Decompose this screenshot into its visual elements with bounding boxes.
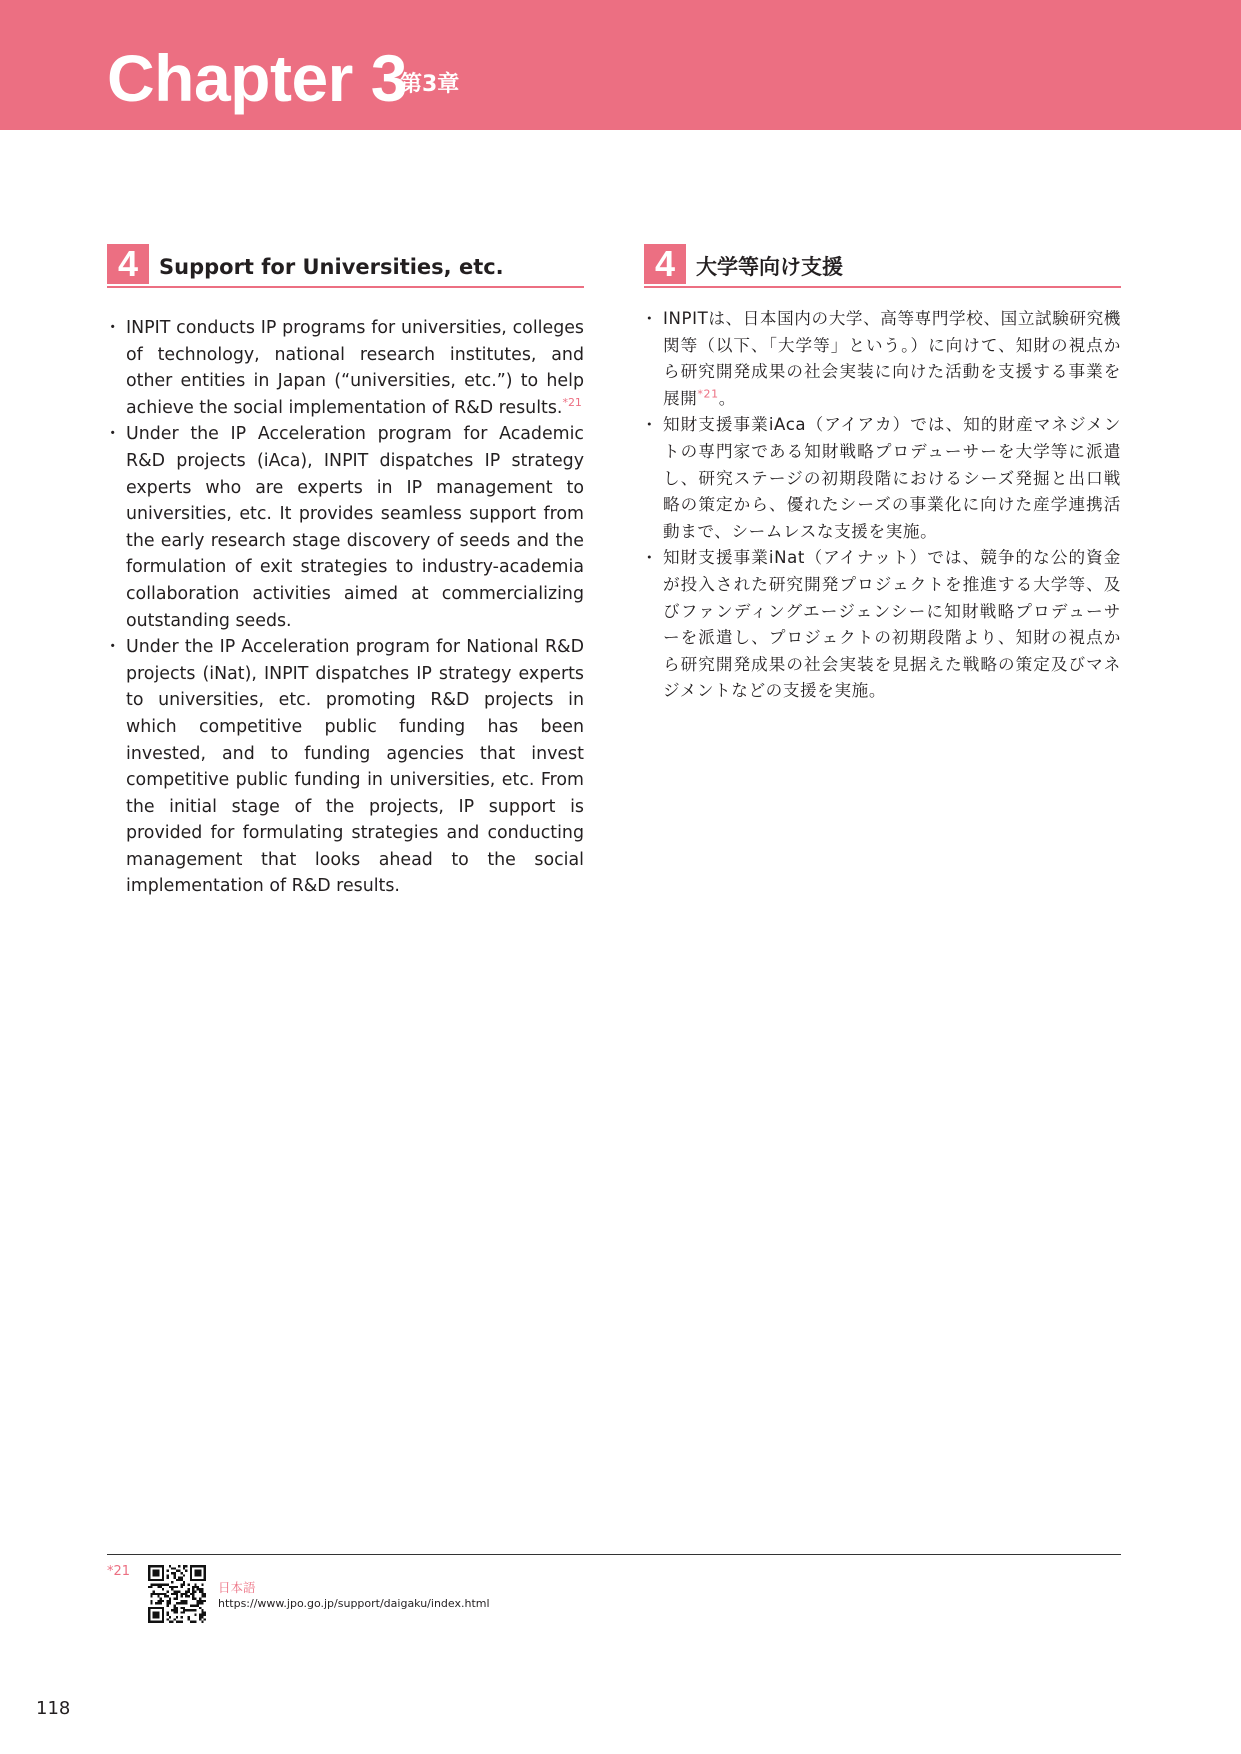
section-heading-en [107, 244, 584, 288]
page-number: 118 [36, 1698, 71, 1719]
list-item: ・ INPITは、日本国内の大学、高等専門学校、国立試験研究機関等（以下、「大学等」という。）に向けて、知財の視点から研究開発成果の社会実装に向けた活動を支援する事業を展開$^{*21}$。 [647, 306, 1121, 412]
chapter-banner [0, 0, 1241, 130]
section-body-en [110, 315, 584, 900]
section-title: 大学等向け支援 [696, 255, 843, 279]
section-body-jp [647, 306, 1121, 705]
section-number-badge: 4 [107, 244, 149, 284]
list-item: ・ Under the IP Acceleration program for National R&D projects (iNat), INPIT dispatches IP strategy experts to universities, etc. promoting R&D projects in which competitive public funding has been invested, and to funding agencies that invest competitive public funding in universities, etc. From the initial stage of the projects, IP support is provided for formulating strategies and conducting management that looks ahead to the social implementation of R&D results. [110, 634, 584, 900]
chapter-title-jp: 第3章 [400, 72, 460, 97]
list-item: ・ 知財支援事業iAca（アイアカ）では、知的財産マネジメントの専門家である知財戦略プロデューサーを大学等に派遣し、研究ステージの初期段階におけるシーズ発掘と出口戦略の策定から、優れたシーズの事業化に向けた産学連携活動まで、シームレスな支援を実施。 [647, 412, 1121, 545]
footnote-reference[interactable]: *21 [697, 387, 719, 401]
footnote-url-link[interactable]: https://www.jpo.go.jp/support/daigaku/index.html [218, 1597, 490, 1610]
section-heading-jp [644, 244, 1121, 288]
list-item: ・ Under the IP Acceleration program for Academic R&D projects (iAca), INPIT dispatches IP strategy experts who are experts in IP management to universities, etc. It provides seamless support from the early research stage discovery of seeds and the formulation of exit strategies to industry-academia collaboration activities aimed at commercializing outstanding seeds. [110, 421, 584, 634]
footnote-reference[interactable]: *21 [562, 395, 582, 409]
list-item: ・ INPIT conducts IP programs for universities, colleges of technology, national research institutes, and other entities in Japan (“universities, etc.”) to help achieve the social implementation of R&D results.$^{*21}$ [110, 315, 584, 421]
chapter-title: Chapter 3 [107, 41, 407, 115]
section-number-badge: 4 [644, 244, 686, 284]
footnote-divider [107, 1554, 1121, 1555]
qr-code-icon[interactable] [148, 1565, 206, 1623]
section-title: Support for Universities, etc. [159, 255, 504, 279]
list-item: ・ 知財支援事業iNat（アイナット）では、競争的な公的資金が投入された研究開発プロジェクトを推進する大学等、及びファンディングエージェンシーに知財戦略プロデューサーを派遣し、プロジェクトの初期段階より、知財の視点から研究開発成果の社会実装を見据えた戦略の策定及びマネジメントなどの支援を実施。 [647, 545, 1121, 705]
footnote-mark: *21 [107, 1564, 131, 1579]
footnote-language-label: 日本語 [218, 1580, 256, 1595]
